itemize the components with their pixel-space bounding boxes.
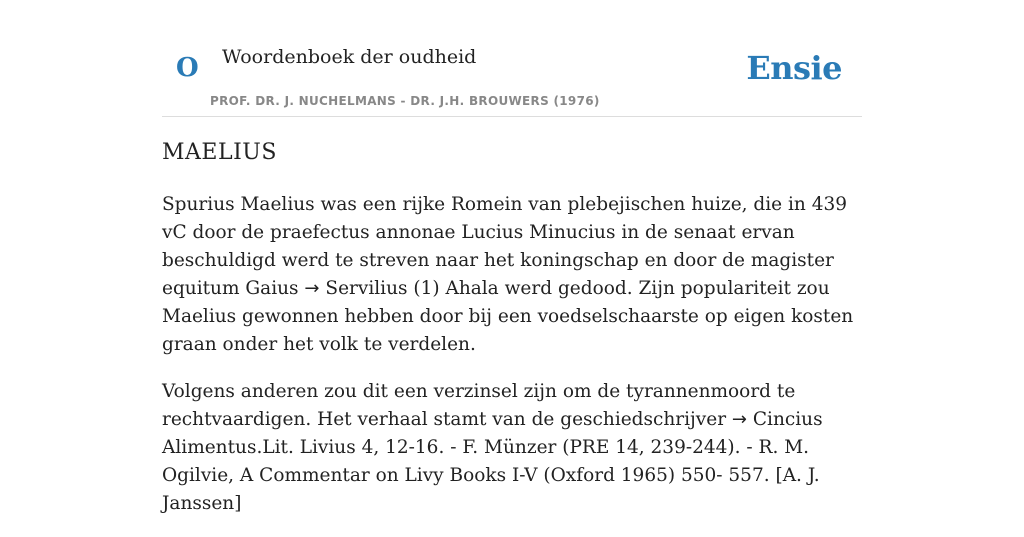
paragraph-2-text-before: Volgens anderen zou dit een verzinsel zijn om de tyrannenmoord te rechtvaardigen. Het verhaal stamt van de geschiedschrijver: [162, 381, 796, 430]
letter-index-link[interactable]: O: [176, 53, 199, 83]
entry-headword: MAELIUS: [162, 140, 277, 165]
book-title-link[interactable]: Woordenboek der oudheid: [222, 46, 477, 68]
book-authors: PROF. DR. J. NUCHELMANS - DR. J.H. BROUWERS (1976): [210, 94, 600, 108]
entry-page: [162, 0, 862, 514]
paragraph-1-text-after: Ahala werd gedood. Zijn populariteit zou Maelius gewonnen hebben door bij een voedselschaarste op eigen kosten graan onder het volk te verdelen.: [162, 278, 854, 355]
entry-body: [162, 191, 862, 537]
paragraph-1-text-before: Spurius Maelius was een rijke Romein van plebejischen huize, die in 439 vC door de praefectus annonae Lucius Minucius in de senaat ervan beschuldigd werd te streven naar het koningschap en door de magister equitum Gaius: [162, 194, 848, 299]
arrow-right-icon: →: [731, 409, 748, 430]
ensie-logo-link[interactable]: Ensie: [746, 49, 842, 87]
arrow-right-icon: →: [304, 278, 320, 299]
paragraph-2-text-after: Lit. Livius 4, 12-16. - F. Münzer (PRE 14, 239-244). - R. M. Ogilvie, A Commentar on Livy Books I-V (Oxford 1965) 550- 557. [A. J. Janssen]: [162, 437, 820, 514]
entry-paragraph-2: [162, 378, 862, 518]
cross-reference-servilius[interactable]: [304, 278, 439, 299]
cross-reference-label: Cincius Alimentus.: [162, 409, 823, 458]
entry-paragraph-1: [162, 191, 862, 359]
cross-reference-label: Servilius (1): [325, 278, 440, 299]
page-header: [162, 0, 862, 117]
